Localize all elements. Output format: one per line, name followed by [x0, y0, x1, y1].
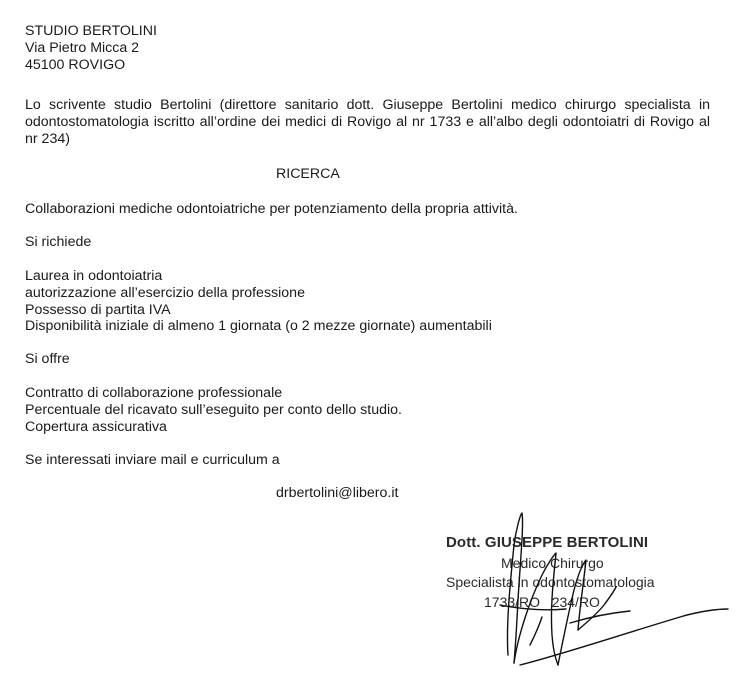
stamp-specialty: Specialista in odontostomatologia	[446, 574, 655, 590]
requirement-item: Possesso di partita IVA	[25, 302, 171, 318]
stamp-role: Medico Chirurgo	[501, 555, 604, 571]
requirement-item: Disponibilità iniziale di almeno 1 giornata (o 2 mezze giornate) aumentabili	[25, 318, 492, 334]
requirement-item: autorizzazione all’esercizio della professione	[25, 285, 305, 301]
stamp-registration: 1733/RO 234/RO	[484, 594, 600, 610]
requirements-title: Si richiede	[25, 234, 92, 250]
offer-item: Percentuale del ricavato sull’eseguito per conto dello studio.	[25, 402, 402, 418]
offer-title: Si offre	[25, 351, 70, 367]
sender-street: Via Pietro Micca 2	[25, 40, 140, 56]
offer-item: Contratto di collaborazione professionale	[25, 385, 283, 401]
sender-city: 45100 ROVIGO	[25, 57, 126, 73]
offer-item: Copertura assicurativa	[25, 419, 167, 435]
requirement-item: Laurea in odontoiatria	[25, 268, 163, 284]
contact-email: drbertolini@libero.it	[276, 485, 399, 501]
handwritten-signature	[470, 505, 740, 675]
sender-name: STUDIO BERTOLINI	[25, 23, 157, 39]
purpose-text: Collaborazioni mediche odontoiatriche per potenziamento della propria attività.	[25, 201, 518, 217]
intro-paragraph: Lo scrivente studio Bertolini (direttore sanitario dott. Giuseppe Bertolini medico chirurgo specialista in odontostomatologia iscritto all’ordine dei medici di Rovigo al nr 1733 e all’albo degli odontoiatri di Rovigo al nr 234)	[25, 97, 710, 147]
contact-text: Se interessati inviare mail e curriculum a	[25, 452, 280, 468]
stamp-name: Dott. GIUSEPPE BERTOLINI	[446, 534, 649, 551]
heading: RICERCA	[276, 166, 340, 182]
